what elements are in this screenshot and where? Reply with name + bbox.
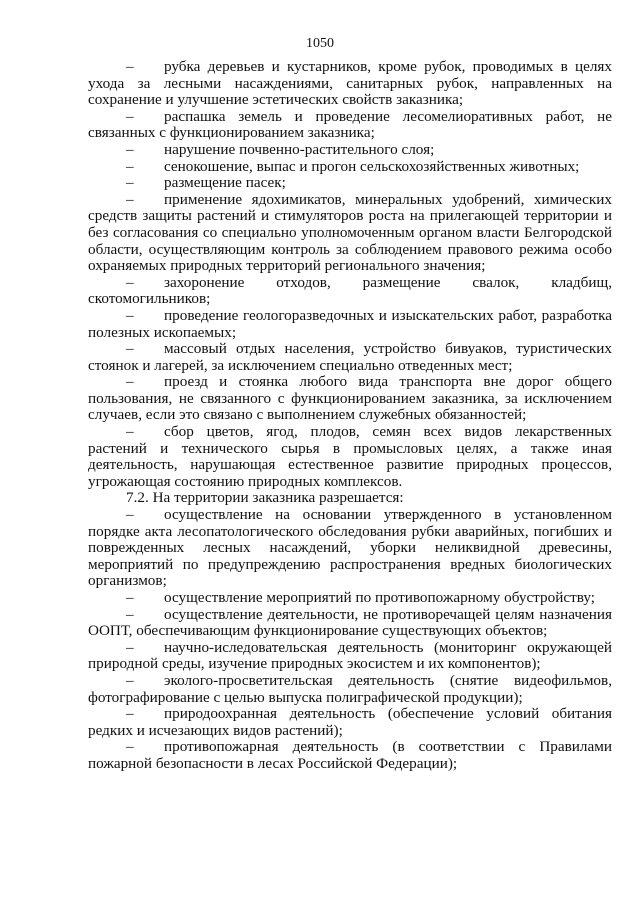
paragraph-text: эколого-просветительская деятельность (снятие видеофильмов, фотографирование с целью выпуска полиграфической продукции); [88,671,612,706]
list-item [88,590,612,607]
dash-marker: – [126,273,134,291]
dash-marker: – [126,107,134,125]
dash-marker: – [126,738,134,756]
paragraph-text: противопожарная деятельность (в соответствии с Правилами пожарной безопасности в лесах Российской Федерации); [88,738,612,772]
paragraph-text: сенокошение, выпас и прогон сельскохозяйственных животных; [164,157,580,175]
dash-marker: – [126,174,134,192]
list-item [88,607,612,640]
paragraph-text: размещение пасек; [164,174,286,192]
dash-marker: – [126,605,134,623]
list-item [88,275,612,308]
dash-marker: – [126,638,134,656]
paragraph-text: проезд и стоянка любого вида транспорта вне дорог общего пользования, не связанного с функционированием заказника, за исключением случаев, если это связано с выполнением служебных обязанностей; [88,373,612,424]
dash-marker: – [126,58,134,75]
paragraph-text: сбор цветов, ягод, плодов, семян всех видов лекарственных растений и технического сырья в промысловых целях, а также иная деятельность, нарушающая естественное развитие природных процессов, угрожающая состоянию природных комплексов. [88,423,612,490]
paragraph-text: природоохранная деятельность (обеспечение условий обитания редких и исчезающих видов растений); [88,705,612,739]
dash-marker: – [126,373,134,391]
list-item [88,142,612,159]
list-item [88,159,612,176]
list-item [88,706,612,739]
paragraph-text: научно-иследовательская деятельность (мониторинг окружающей природной среды, изучение природных экосистем и их компонентов); [88,638,612,673]
list-item [88,640,612,673]
section-heading [88,490,612,507]
page-number: 1050 [306,36,334,51]
dash-marker: – [126,423,134,441]
dash-marker: – [126,340,134,358]
list-item [88,341,612,374]
list-item [88,59,612,109]
list-item [88,673,612,706]
list-item [88,308,612,341]
dash-marker: – [126,306,134,324]
list-item [88,424,612,490]
list-item [88,192,612,275]
list-item [88,109,612,142]
dash-marker: – [126,190,134,208]
dash-marker: – [126,671,134,689]
dash-marker: – [126,157,134,175]
list-item [88,507,612,590]
dash-marker: – [126,589,134,606]
paragraph-text: осуществление на основании утвержденного в установленном порядке акта лесопатологического обследования рубки аварийных, погибших и поврежденных лесных насаждений, уборки неликвидной древесины, мероприятий по предупреждению распространения вредных биологических организмов; [88,506,612,590]
paragraph-text: массовый отдых населения, устройство бивуаков, туристических стоянок и лагерей, за исключением специально отведенных мест; [88,340,612,374]
dash-marker: – [126,140,134,158]
paragraph-text: осуществление деятельности, не противоречащей целям назначения ООПТ, обеспечивающим функционирование существующих объектов; [88,605,612,640]
paragraph-text: 7.2. На территории заказника разрешается: [126,489,404,507]
paragraph-text: распашка земель и проведение лесомелиоративных работ, не связанных с функционированием заказника; [88,107,612,142]
paragraph-text: проведение геологоразведочных и изыскательских работ, разработка полезных ископаемых; [88,306,612,341]
paragraph-text: применение ядохимикатов, минеральных удобрений, химических средств защиты растений и стимуляторов роста на прилегающей территории и без согласования со специально уполномоченным органом власти Белгородской области, осуществляющим контроль за соблюдением правового режима особо охраняемых природных территорий регионального значения; [88,190,612,275]
paragraph-text: осуществление мероприятий по противопожарному обустройству; [164,589,595,606]
list-item [88,374,612,424]
list-item [88,175,612,192]
paragraph-text: захоронение отходов, размещение свалок, кладбищ, скотомогильников; [88,273,612,308]
paragraph-text: рубка деревьев и кустарников, кроме рубок, проводимых в целях ухода за лесными насаждениями, санитарных рубок, направленных на сохранение и улучшение эстетических свойств заказника; [88,58,612,109]
paragraph-text: нарушение почвенно-растительного слоя; [164,140,435,158]
document-body [88,59,612,773]
dash-marker: – [126,506,134,524]
list-item [88,739,612,772]
dash-marker: – [126,705,134,723]
